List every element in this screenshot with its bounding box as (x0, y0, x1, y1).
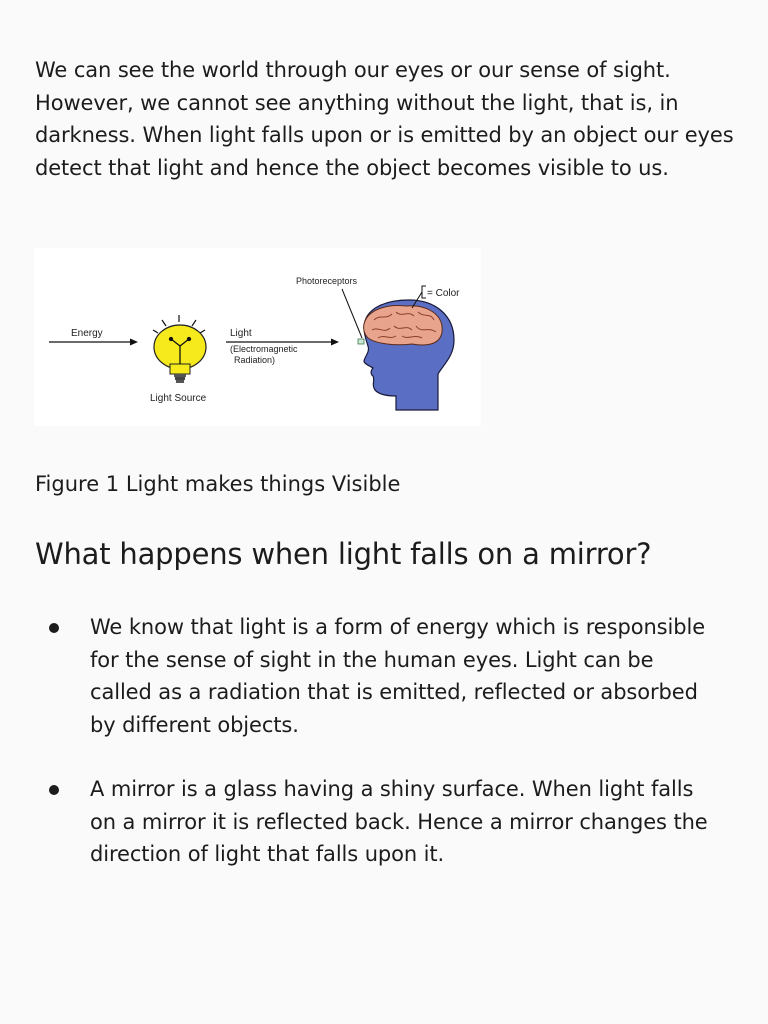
light-vision-diagram (34, 248, 481, 426)
list-item-text: A mirror is a glass having a shiny surface. When light falls on a mirror it is reflected back. Hence a mirror changes the direction of light that falls upon it. (90, 777, 708, 866)
bullet-icon (49, 623, 59, 633)
energy-arrowhead (130, 339, 138, 346)
intro-paragraph: We can see the world through our eyes or our sense of sight. However, we cannot see anything without the light, that is, in darkness. When light falls upon or is emitted by an object our eyes detect that light and hence the object becomes visible to us. (35, 58, 734, 180)
light-bulb-icon (153, 315, 206, 383)
eye-photoreceptor-icon (358, 339, 364, 344)
section-heading: What happens when light falls on a mirror? (35, 537, 652, 571)
bullet-icon (49, 785, 59, 795)
figure-light-visible (34, 248, 481, 426)
figure-caption: Figure 1 Light makes things Visible (35, 472, 401, 496)
light-arrowhead (331, 339, 339, 346)
radiation-label-2: Radiation) (234, 355, 276, 365)
color-bracket (422, 286, 426, 298)
light-source-label: Light Source (150, 393, 207, 404)
list-item (0, 773, 710, 871)
brain-icon (364, 306, 443, 345)
human-head-icon (358, 300, 454, 410)
bullet-list (0, 611, 768, 903)
list-item (0, 611, 710, 741)
energy-label: Energy (71, 328, 103, 339)
list-item-text: We know that light is a form of energy which is responsible for the sense of sight in the human eyes. Light can be called as a radiation that is emitted, reflected or absorbed by different objects. (90, 615, 706, 737)
photoreceptors-label: Photoreceptors (296, 276, 358, 286)
radiation-label-1: (Electromagnetic (230, 344, 298, 354)
light-label: Light (230, 328, 252, 339)
photoreceptors-pointer (342, 289, 362, 338)
color-label: = Color (427, 288, 460, 299)
